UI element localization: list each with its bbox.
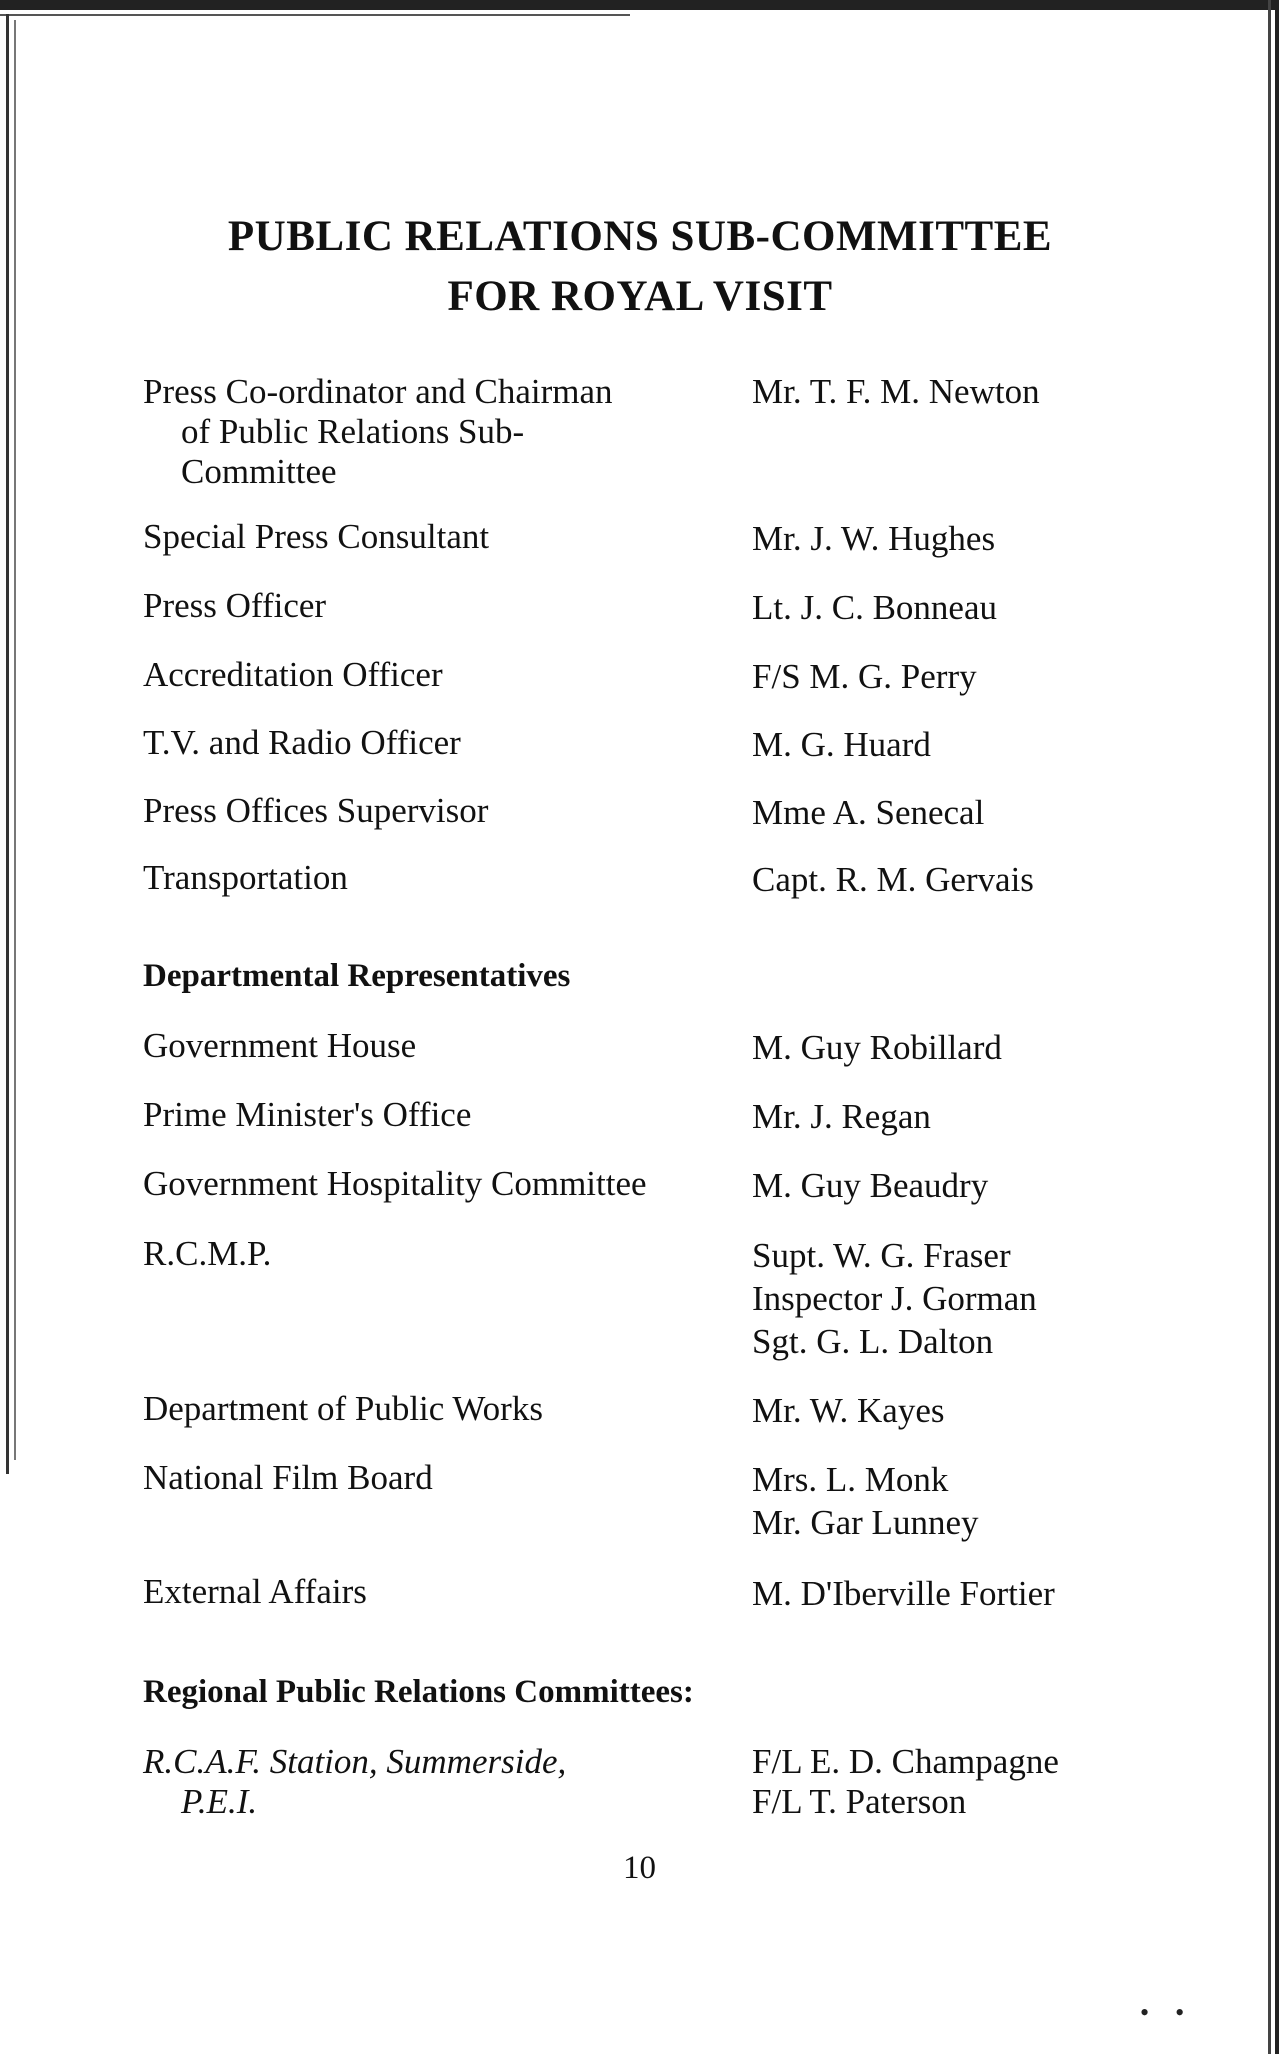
role-label	[143, 1742, 733, 1822]
member-name: F/L T. Paterson	[752, 1782, 967, 1821]
member-name: Capt. R. M. Gervais	[752, 860, 1034, 899]
page-border-left	[6, 14, 9, 1474]
member-name: Supt. W. G. Fraser	[752, 1236, 1011, 1275]
member-name: Mme A. Senecal	[752, 793, 985, 832]
role-label: Transportation	[143, 858, 348, 897]
role-label: Government House	[143, 1026, 417, 1065]
role-label: Press Offices Supervisor	[143, 791, 489, 830]
member-name: F/L E. D. Champagne	[752, 1742, 1059, 1781]
role-label: Special Press Consultant	[143, 517, 490, 556]
member-name: Lt. J. C. Bonneau	[752, 588, 997, 627]
role-label: Prime Minister's Office	[143, 1095, 472, 1134]
member-name: M. D'Iberville Fortier	[752, 1574, 1055, 1613]
role-line: Press Co-ordinator and Chairman	[143, 372, 613, 411]
page-border-left-inner	[14, 20, 16, 1460]
scan-marks-decoration: • •	[1140, 1998, 1185, 2027]
role-label: T.V. and Radio Officer	[143, 723, 461, 762]
section-heading-regional: Regional Public Relations Committees:	[143, 1674, 694, 1710]
member-name: Mr. T. F. M. Newton	[752, 372, 1040, 411]
member-name: Mr. J. W. Hughes	[752, 519, 996, 558]
page-title-line-1: PUBLIC RELATIONS SUB-COMMITTEE	[227, 213, 1053, 260]
page-border-right-inner	[1268, 0, 1271, 2054]
member-name-list	[752, 1234, 1252, 1363]
member-name: Mrs. L. Monk	[752, 1460, 949, 1499]
role-label: R.C.M.P.	[143, 1234, 272, 1273]
page-title-line-2: FOR ROYAL VISIT	[447, 273, 833, 320]
member-name: M. Guy Beaudry	[752, 1166, 989, 1205]
member-name: Mr. J. Regan	[752, 1097, 931, 1136]
role-label: Accreditation Officer	[143, 655, 443, 694]
role-label: External Affairs	[143, 1572, 367, 1611]
role-label	[143, 372, 733, 492]
role-label: National Film Board	[143, 1458, 433, 1497]
member-name: F/S M. G. Perry	[752, 657, 977, 696]
role-line: of Public Relations Sub-	[181, 412, 525, 451]
page-border-top-inner	[0, 14, 630, 16]
member-name: Sgt. G. L. Dalton	[752, 1322, 994, 1361]
role-line: R.C.A.F. Station, Summerside,	[143, 1742, 567, 1781]
member-name: Mr. Gar Lunney	[752, 1503, 979, 1542]
page-border-top	[0, 0, 1279, 10]
role-line: Committee	[181, 452, 337, 491]
member-name: M. Guy Robillard	[752, 1028, 1002, 1067]
role-label: Press Officer	[143, 586, 327, 625]
role-label: Government Hospitality Committee	[143, 1164, 647, 1203]
member-name: Mr. W. Kayes	[752, 1391, 945, 1430]
page-border-right	[1275, 0, 1279, 2054]
member-name-list	[752, 1458, 1252, 1544]
member-name: M. G. Huard	[752, 725, 931, 764]
section-heading-departmental: Departmental Representatives	[143, 958, 571, 994]
member-name-list	[752, 1742, 1252, 1822]
page-number: 10	[623, 1850, 656, 1886]
member-name: Inspector J. Gorman	[752, 1279, 1037, 1318]
role-line: P.E.I.	[181, 1782, 258, 1821]
role-label: Department of Public Works	[143, 1389, 543, 1428]
